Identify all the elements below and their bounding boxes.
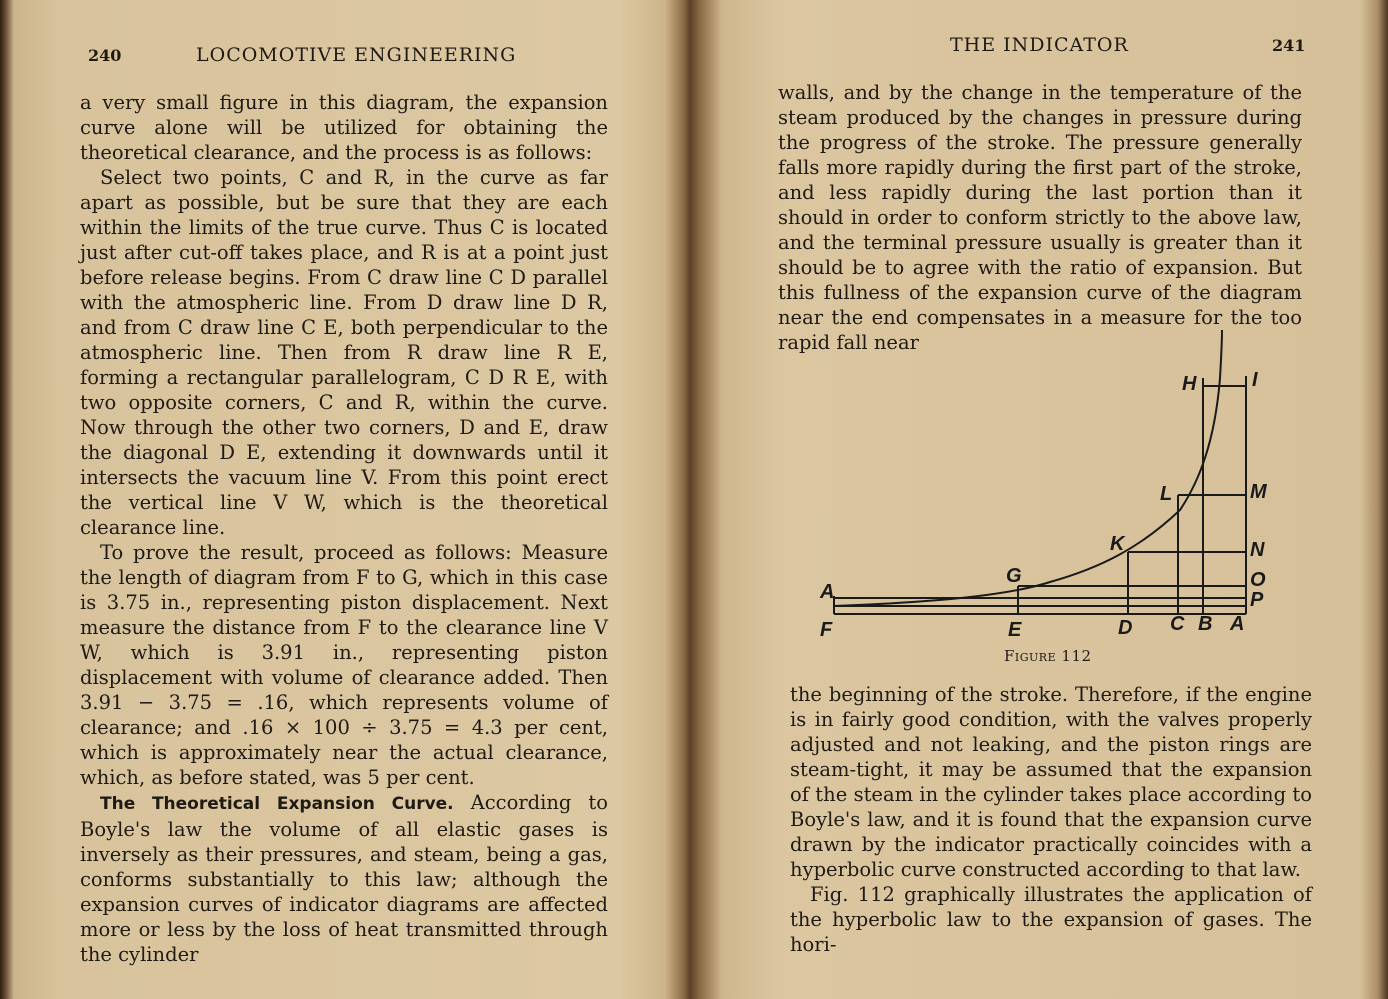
label-p: P — [1250, 589, 1264, 611]
label-a-right: A — [1230, 613, 1245, 635]
left-page — [0, 0, 688, 999]
paragraph: walls, and by the change in the temperature of the steam produced by the changes in pressure during the progress of the stroke. The pressure generally falls more rapidly during the first part of the stroke, and less rapidly during the last portion than it should in order to conform strictly to the above law, and the terminal pressure usually is greater than it should be to agree with the ratio of expansion. But this fullness of the expansion curve of the diagram near the end compensates in a measure for the too rapid fall near — [778, 81, 1302, 354]
right-page — [690, 0, 1388, 999]
hyperbolic-curve — [834, 330, 1222, 606]
label-f: F — [820, 619, 833, 641]
label-o: O — [1250, 569, 1266, 591]
section-text: According to Boyle's law the volume of all elastic gases is inversely as their pressures, and steam, being a gas, conforms substantially to this law; although the expansion curves of indicator diagrams are affected more or less by the loss of heat transmitted through the cylinder — [80, 791, 609, 966]
paragraph: Select two points, C and R, in the curve as far apart as possible, but be sure that they are each within the limits of the true curve. Thus C is located just after cut-off takes place, and R is at a point just before release begins. From C draw line C D parallel with the atmospheric line. From D draw line D R, and from C draw line C E, both perpendicular to the atmospheric line. Then from R draw line R E, forming a rectangular parallelogram, C D R E, with two opposite corners, C and R, within the curve. Now through the other two corners, D and E, draw the diagonal D E, extending it downwards until it intersects the vacuum line V. From this point erect the vertical line V W, which is the theoretical clearance line. — [80, 166, 608, 539]
label-n: N — [1250, 539, 1265, 561]
label-d: D — [1118, 617, 1133, 639]
label-c: C — [1170, 613, 1185, 635]
paragraph: a very small figure in this diagram, the expansion curve alone will be utilized for obtaining the theoretical clearance, and the process is as follows: — [80, 91, 608, 164]
label-b: B — [1198, 613, 1213, 635]
caption-prefix: Figure — [1004, 647, 1057, 665]
label-e: E — [1008, 619, 1022, 641]
running-head: THE INDICATOR — [950, 34, 1129, 56]
page-number: 240 — [88, 46, 122, 65]
section-heading: The Theoretical Expansion Curve. — [100, 794, 454, 814]
caption-number: 112 — [1061, 647, 1092, 665]
figure-caption — [1004, 647, 1092, 665]
label-a-left: A — [820, 581, 835, 603]
left-body-text — [80, 90, 608, 967]
right-body-text-bottom — [790, 682, 1312, 957]
label-g: G — [1006, 565, 1022, 587]
label-k: K — [1110, 533, 1125, 555]
label-h: H — [1182, 373, 1197, 395]
label-m: M — [1250, 481, 1267, 503]
figure-112-diagram — [820, 330, 1267, 642]
running-head: LOCOMOTIVE ENGINEERING — [196, 44, 517, 66]
section-paragraph — [80, 790, 608, 967]
right-body-text-top — [778, 80, 1302, 355]
paragraph: To prove the result, proceed as follows: Measure the length of diagram from F to G, which in this case is 3.75 in., representing piston displacement. Next measure the distance from F to the clearance line V W, which is 3.91 in., representing piston displacement with volume of clearance added. Then 3.91 − 3.75 = .16, which represents volume of clearance; and .16 × 100 ÷ 3.75 = 4.3 per cent, which is approximately near the actual clearance, which, as before stated, was 5 per cent. — [80, 541, 608, 789]
label-l: L — [1160, 483, 1173, 505]
paragraph: the beginning of the stroke. Therefore, if the engine is in fairly good condition, with the valves properly adjusted and not leaking, and the piston rings are steam-tight, it may be assumed that the expansion of the steam in the cylinder takes place according to Boyle's law, and it is found that the expansion curve drawn by the indicator practically coincides with a hyperbolic curve constructed according to that law. — [790, 683, 1312, 881]
label-i: I — [1252, 369, 1258, 391]
page-number: 241 — [1272, 36, 1306, 55]
paragraph: Fig. 112 graphically illustrates the application of the hyperbolic law to the expansion of gases. The hori- — [790, 883, 1312, 956]
